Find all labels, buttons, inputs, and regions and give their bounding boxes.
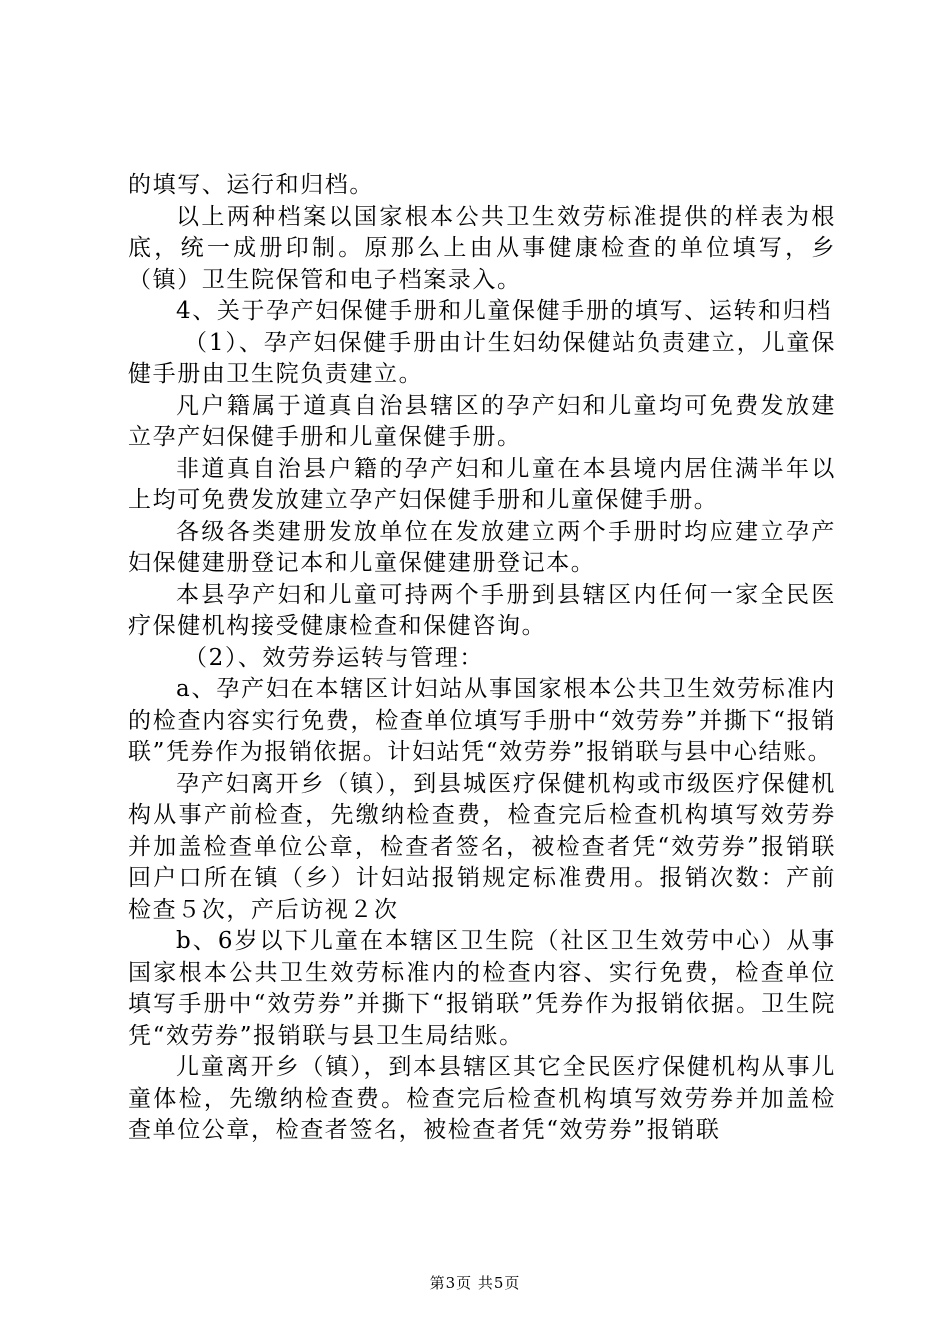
- document-body: [128, 170, 836, 1147]
- paragraph-maternal-outside: 孕产妇离开乡（镇），到县城医疗保健机构或市级医疗保健机构从事产前检查，先缴纳检查费，检查完后检查机构填写效劳券并加盖检查单位公章，检查者签名，被检查者凭“效劳券”报销联回户口所在镇（乡）计妇站报销规定标准费用。报销次数：产前检查５次，产后访视２次: [128, 770, 836, 923]
- paragraph-health-check-access: 本县孕产妇和儿童可持两个手册到县辖区内任何一家全民医疗保健机构接受健康检查和保健咨询。: [128, 581, 836, 639]
- paragraph-local-residents: 凡户籍属于道真自治县辖区的孕产妇和儿童均可免费发放建立孕产妇保健手册和儿童保健手册。: [128, 392, 836, 450]
- paragraph-nonlocal-residents: 非道真自治县户籍的孕产妇和儿童在本县境内居住满半年以上均可免费发放建立孕产妇保健手册和儿童保健手册。: [128, 455, 836, 513]
- section-heading-4: 4、关于孕产妇保健手册和儿童保健手册的填写、运转和归档: [176, 298, 832, 324]
- paragraph-maternal-voucher: a、孕产妇在本辖区计妇站从事国家根本公共卫生效劳标准内的检查内容实行免费，检查单位填写手册中“效劳券”并撕下“报销联”凭券作为报销依据。计妇站凭“效劳券”报销联与县中心结账。: [128, 676, 836, 765]
- subsection-heading-1: （1）、孕产妇保健手册由计生妇幼保健站负责建立，儿童保健手册由卫生院负责建立。: [128, 329, 836, 387]
- paragraph-archive-template: 以上两种档案以国家根本公共卫生效劳标准提供的样表为根底，统一成册印制。原那么上由从事健康检查的单位填写，乡（镇）卫生院保管和电子档案录入。: [128, 203, 836, 293]
- subsection-heading-2: （2）、效劳券运转与管理：: [184, 644, 484, 671]
- paragraph-child-outside: 儿童离开乡（镇），到本县辖区其它全民医疗保健机构从事儿童体检，先缴纳检查费。检查完后检查机构填写效劳券并加盖检查单位公章，检查者签名，被检查者凭“效劳券”报销联: [128, 1054, 836, 1143]
- paragraph-registration-book: 各级各类建册发放单位在发放建立两个手册时均应建立孕产妇保健建册登记本和儿童保健建册登记本。: [128, 518, 836, 576]
- paragraph-child-voucher: b、6岁以下儿童在本辖区卫生院（社区卫生效劳中心）从事国家根本公共卫生效劳标准内的检查内容、实行免费，检查单位填写手册中“效劳券”并撕下“报销联”凭券作为报销依据。卫生院凭“效劳券”报销联与县卫生局结账。: [128, 928, 836, 1049]
- paragraph-continuation: 的填写、运行和归档。: [128, 172, 374, 198]
- page-number: 第3页 共5页: [429, 1274, 521, 1292]
